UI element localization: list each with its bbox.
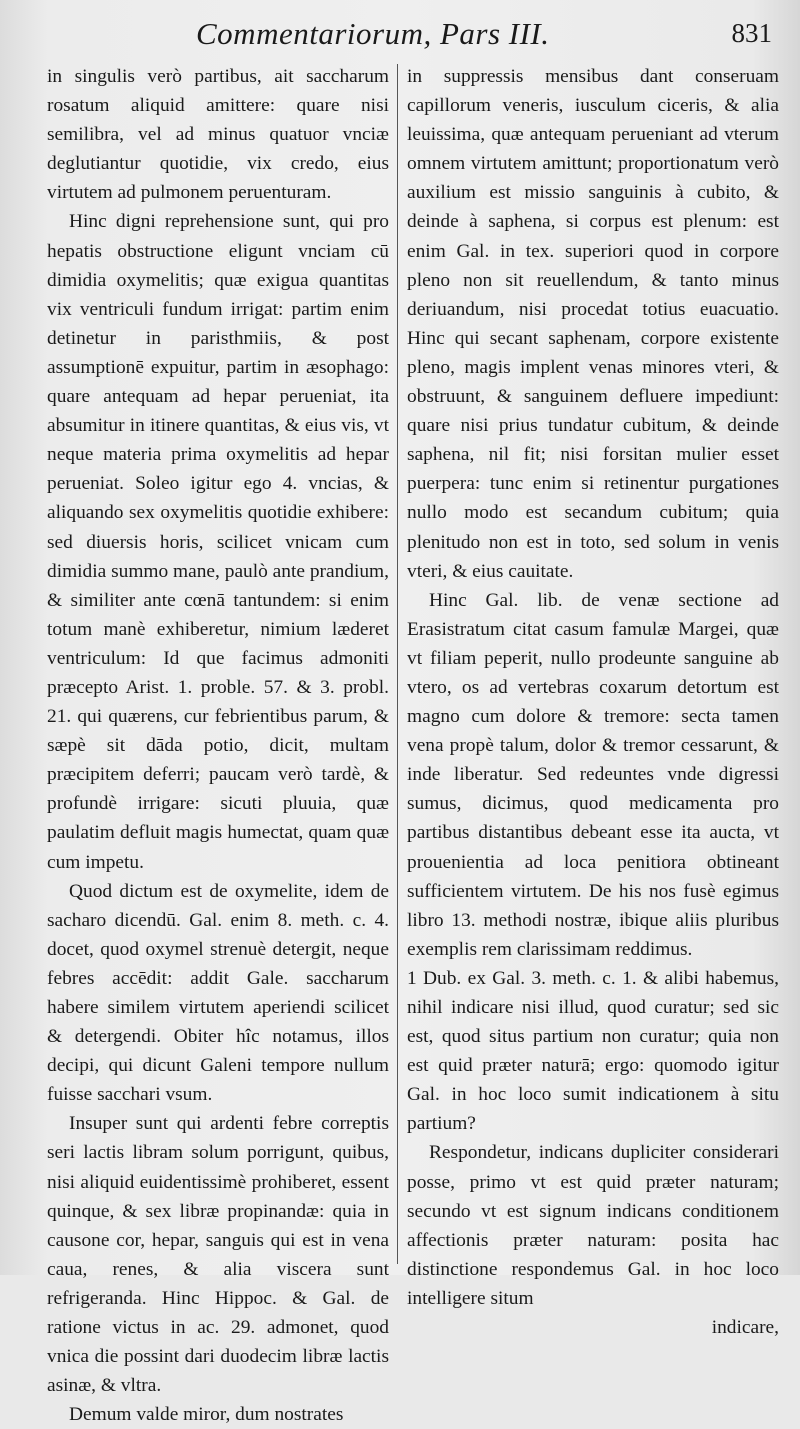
column-rule: [397, 64, 398, 1264]
right-paragraph: Hinc Gal. lib. de venæ sectione ad Erasistratum citat casum famulæ Margei, quæ vt filiam peperit, nullo prodeunte sanguine ab vtero, os ad vertebras coxarum detortum est magno cum dolore & tremore: secta tamen vena propè talum, dolor & tremor cessarunt, & inde liberatur. Sed redeuntes vnde digressi sumus, dicimus, quod medicamenta pro partibus distantibus debeant esse ita aucta, vt prouenientia ad loca penitiora obtineant sufficientem virtutem. De his nos fusè egimus libro 13. methodi nostræ, ibique aliis pluribus exemplis rem clarissimam reddimus.: [407, 589, 779, 960]
page-number: 831: [731, 18, 772, 48]
page-header: [0, 10, 800, 50]
left-paragraph: Insuper sunt qui ardenti febre correptis seri lactis libram solum porrigunt, quibus, nisi aliquid euidentissimè prohiberet, essent quinque, & sex libræ propinandæ: quia in causone cor, hepar, sanguis qui est in vena caua, renes, & alia viscera sunt refrigeranda. Hinc Hippoc. & Gal. de ratione victus in ac. 29. admonet, quod vnica die possint dari duodecim libræ lactis asinæ, & vltra.: [47, 1113, 389, 1397]
left-paragraph: Hinc digni reprehensione sunt, qui pro hepatis obstructione eligunt vnciam cū dimidia oxymelitis; quæ exigua quantitas vix ventriculi fundum irrigat: partim enim detinetur in paristhmiis, & post assumptionē expuitur, partim in æsophago: quare antequam ad hepar perueniat, ita absumitur in itinere quantitas, & eius vis, vt neque materia prima oxymelitis ad hepar perueniat. Soleo igitur ego 4. vncias, & aliquando sex oxymelitis quotidie exhibere: sed diuersis horis, scilicet vnicam cum dimidia summo mane, paulò ante prandium, & similiter ante cœnā tantundem: si enim totum manè exhiberetur, nimium læderet ventriculum: Id que facimus admoniti præcepto Arist. 1. proble. 57. & 3. probl. 21. qui quærens, cur febrientibus parum, & sæpè sit dāda potio, dicit, multam præcipitem deferri; paucam verò tardè, & profundè irrigare: sicuti pluuia, quæ paulatim defluit magis humectat, quam quæ cum impetu.: [47, 211, 389, 873]
catchword: indicare,: [711, 1317, 779, 1339]
left-column: [47, 62, 389, 1429]
left-paragraph: Demum valde miror, dum nostrates: [69, 1404, 344, 1426]
right-column: [407, 62, 779, 1342]
running-title: Commentariorum, Pars III.: [196, 16, 550, 51]
right-paragraph: in suppressis mensibus dant conseruam capillorum veneris, iusculum ciceris, & alia leuissima, quæ antequam perueniant ad vterum omnem virtutem amittunt; proportionatum verò auxilium est missio sanguinis à cubito, & deinde à saphena, si corpus est plenum: est enim Gal. in tex. superiori quod in corpore pleno non sit reuellendum, & tanto minus deriuandum, nisi procedat totius euacuatio. Hinc qui secant saphenam, corpore existente pleno, magis implent venas minores vteri, & obstruunt, & sanguinem defluere impediunt: quare nisi prius tundatur cubitum, & deinde saphena, nil fit; nisi forsitan mulier esset puerpera: tunc enim si retinentur purgationes nullo modo est secandum cubitum; quia plenitudo non est in toto, sed solum in venis vteri, & eius cauitate.: [407, 66, 779, 582]
left-paragraph: Quod dictum est de oxymelite, idem de sacharo dicendū. Gal. enim 8. meth. c. 4. docet, quod oxymel strenuè detergit, neque febres accēdit: addit Gale. saccharum habere similem virtutem aperiendi scilicet & detergendi. Obiter hîc notamus, illos decipi, qui dicunt Galeni tempore nullum fuisse sacchari vsum.: [47, 880, 389, 1106]
left-paragraph: in singulis verò partibus, ait saccharum rosatum aliquid amittere: quare nisi semilibra, vel ad minus quatuor vnciæ deglutiantur quotidie, vix credo, eius virtutem ad pulmonem peruenturam.: [47, 66, 389, 204]
right-paragraph: Respondetur, indicans dupliciter considerari posse, primo vt est quid præter naturam; secundo vt est signum indicans conditionem affectionis præter naturam: posita hac distinctione respondemus Gal. in hoc loco intelligere situm: [407, 1142, 779, 1309]
right-paragraph: 1 Dub. ex Gal. 3. meth. c. 1. & alibi habemus, nihil indicare nisi illud, quod curatur; sed sic est, quod situs partium non curatur; quia non est quid præter naturā; ergo: quomodo igitur Gal. in hoc loco sumit indicationem à situ partium?: [407, 967, 779, 1135]
